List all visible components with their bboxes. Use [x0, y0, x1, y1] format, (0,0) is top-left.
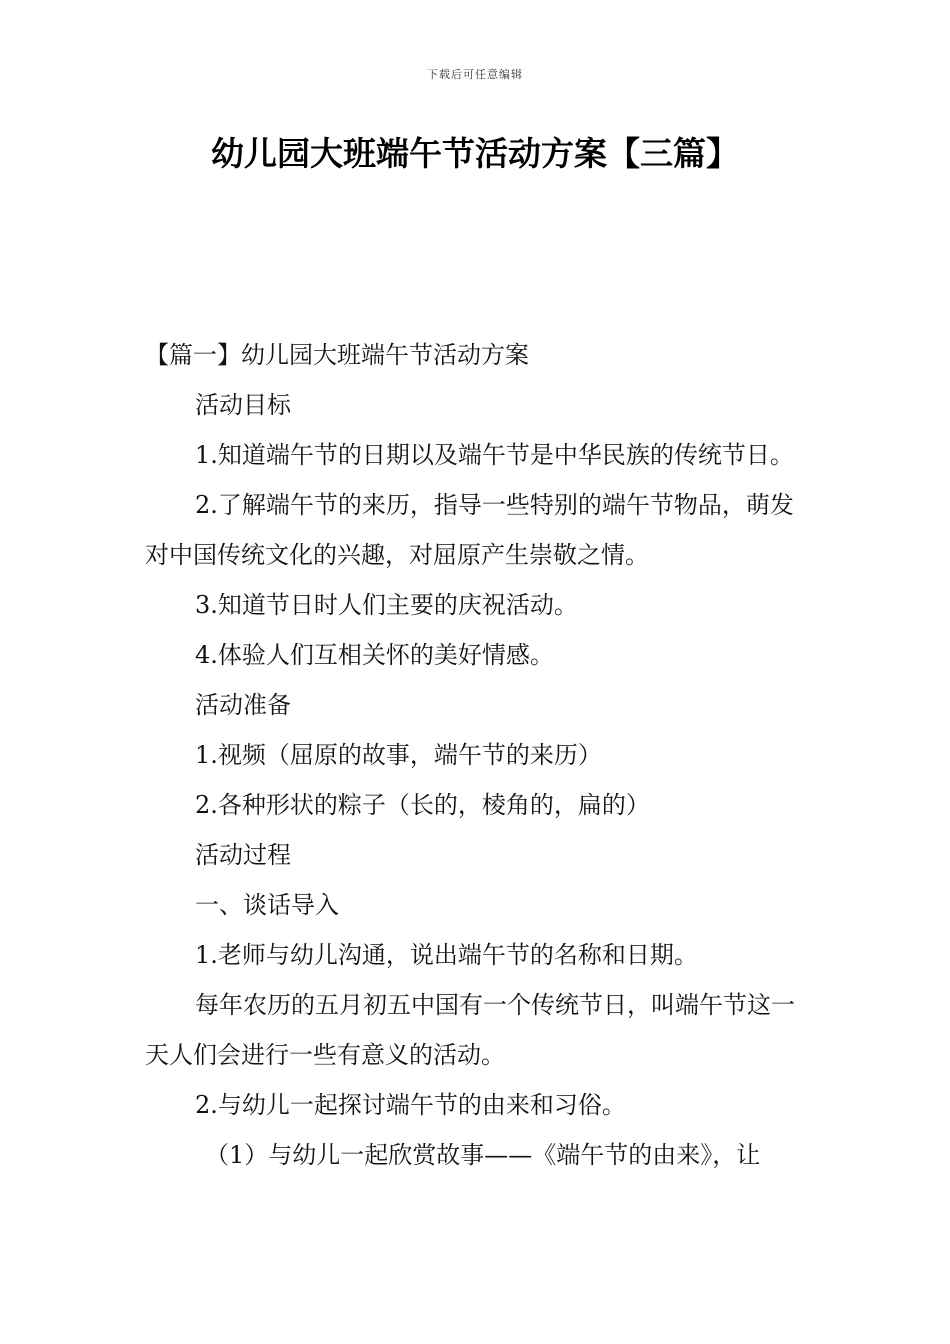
paragraph: 3.知道节日时人们主要的庆祝活动。: [195, 591, 578, 619]
paragraph: 1.老师与幼儿沟通，说出端午节的名称和日期。: [195, 941, 698, 969]
paragraph: 1.视频（屈原的故事，端午节的来历）: [195, 741, 602, 769]
paragraph: （1）与幼儿一起欣赏故事——《端午节的由来》，让: [205, 1141, 761, 1169]
paragraph: 活动过程: [195, 841, 291, 869]
section-heading: 【篇一】幼儿园大班端午节活动方案: [145, 341, 529, 369]
paragraph: 2.了解端午节的来历，指导一些特别的端午节物品，萌发对中国传统文化的兴趣，对屈原产生崇敬之情。: [145, 491, 794, 569]
paragraph: 2.与幼儿一起探讨端午节的由来和习俗。: [195, 1091, 626, 1119]
paragraph: 每年农历的五月初五中国有一个传统节日，叫端午节这一天人们会进行一些有意义的活动。: [145, 991, 795, 1069]
paragraph: 活动目标: [195, 391, 291, 419]
header-note: 下载后可任意编辑: [427, 68, 523, 81]
paragraph: 2.各种形状的粽子（长的，棱角的，扁的）: [195, 791, 650, 819]
paragraph: 4.体验人们互相关怀的美好情感。: [195, 641, 554, 669]
paragraph: 一、谈话导入: [195, 891, 339, 919]
document-body: [145, 330, 809, 1180]
document-title: 幼儿园大班端午节活动方案【三篇】: [211, 134, 739, 173]
paragraph: 活动准备: [195, 691, 291, 719]
paragraph: 1.知道端午节的日期以及端午节是中华民族的传统节日。: [195, 441, 794, 469]
